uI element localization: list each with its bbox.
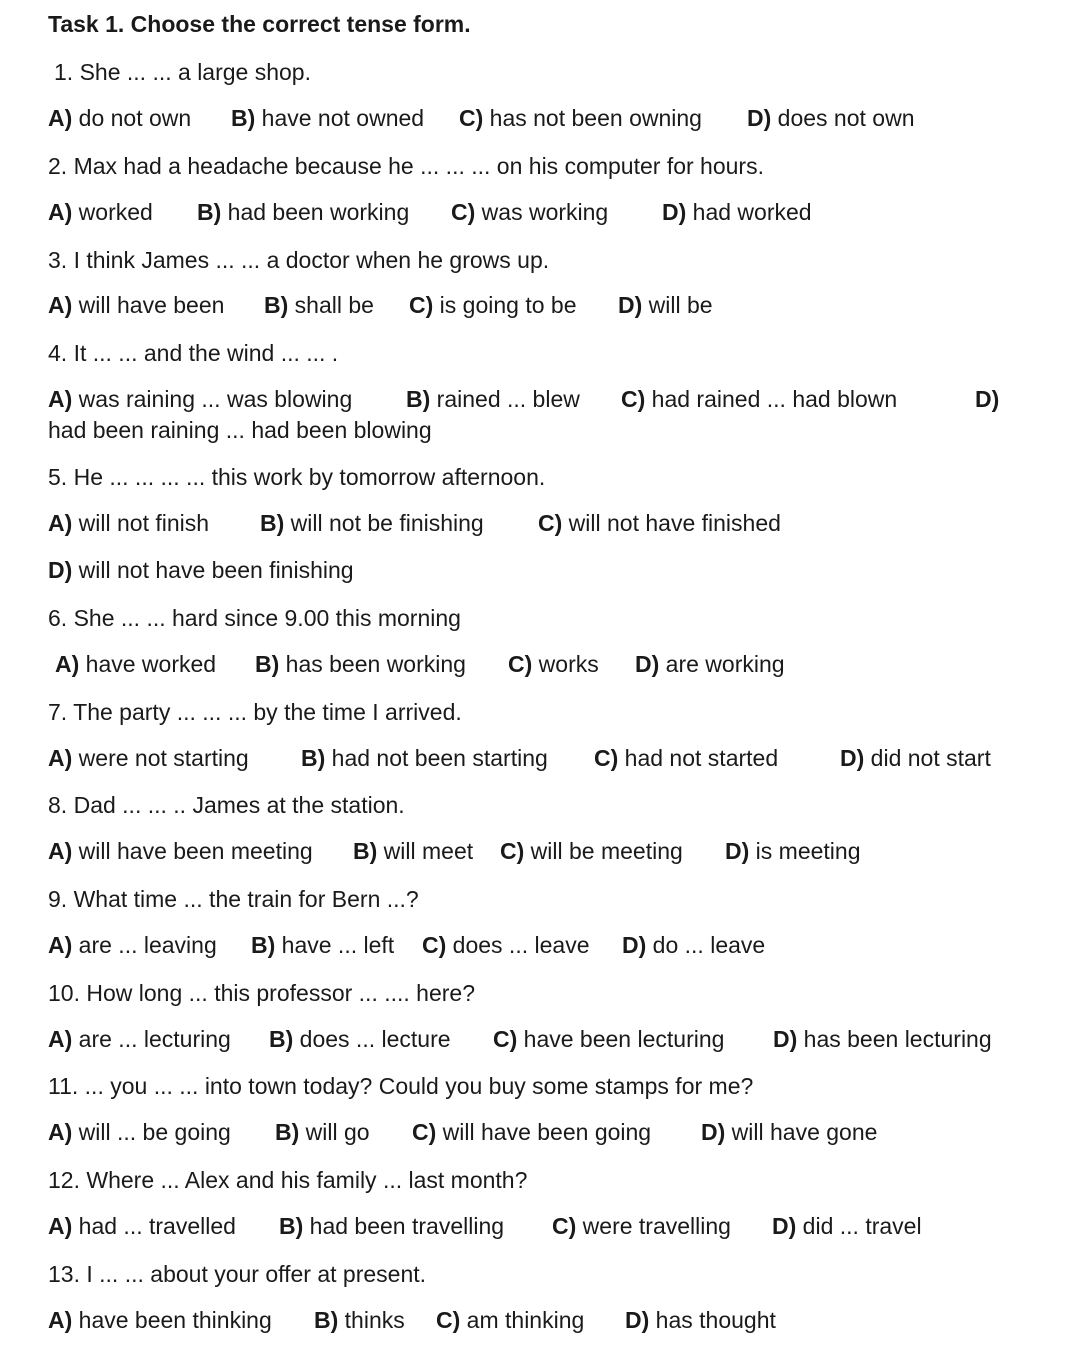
- question-4: [48, 339, 338, 367]
- option-text: will go: [299, 1119, 370, 1145]
- option-letter: B): [251, 932, 276, 958]
- option-letter: C): [538, 510, 563, 536]
- option-text: will have been: [72, 292, 225, 318]
- question-4-option-3[interactable]: [621, 386, 897, 413]
- question-6-option-3[interactable]: [508, 651, 599, 678]
- option-text: will meet: [377, 838, 474, 864]
- question-4-option-4[interactable]: [975, 386, 999, 413]
- question-number: 5.: [48, 464, 68, 490]
- question-8-option-2[interactable]: [353, 838, 473, 865]
- question-7-option-4[interactable]: [840, 745, 991, 772]
- question-8-option-3[interactable]: [500, 838, 683, 865]
- option-text: am thinking: [460, 1307, 585, 1333]
- option-text: will not be finishing: [284, 510, 484, 536]
- option-text: was working: [475, 199, 609, 225]
- question-11-option-3[interactable]: [412, 1119, 651, 1146]
- option-text: have not owned: [255, 105, 425, 131]
- question-1-option-3[interactable]: [459, 105, 702, 132]
- option-letter: C): [594, 745, 619, 771]
- option-text: does ... lecture: [293, 1026, 451, 1052]
- question-11: [48, 1072, 753, 1100]
- option-letter: C): [500, 838, 525, 864]
- question-number: 11.: [48, 1073, 79, 1099]
- question-number: 10.: [48, 980, 80, 1006]
- option-text: have been lecturing: [517, 1026, 725, 1052]
- question-6-option-1[interactable]: [55, 651, 216, 678]
- question-number: 4.: [48, 340, 68, 366]
- question-10-option-3[interactable]: [493, 1026, 724, 1053]
- option-letter: D): [625, 1307, 650, 1333]
- option-text: have been thinking: [72, 1307, 272, 1333]
- option-text: do not own: [72, 105, 192, 131]
- option-letter: A): [48, 510, 73, 536]
- option-letter: D): [662, 199, 687, 225]
- question-12: [48, 1166, 527, 1194]
- question-5-option-4[interactable]: [48, 557, 354, 584]
- question-11-option-2[interactable]: [275, 1119, 370, 1146]
- option-letter: B): [255, 651, 280, 677]
- question-12-option-1[interactable]: [48, 1213, 236, 1240]
- option-letter: A): [48, 932, 73, 958]
- option-text: is going to be: [433, 292, 577, 318]
- option-letter: A): [48, 745, 73, 771]
- question-text: The party ... ... ... by the time I arrived.: [67, 699, 462, 725]
- question-3-option-3[interactable]: [409, 292, 577, 319]
- option-letter: C): [451, 199, 476, 225]
- option-text: has been lecturing: [797, 1026, 992, 1052]
- question-3-option-1[interactable]: [48, 292, 224, 319]
- question-4-option-5[interactable]: had been raining ... had been blowing: [48, 417, 432, 443]
- question-text: ... you ... ... into town today? Could you buy some stamps for me?: [78, 1073, 754, 1099]
- question-1-option-2[interactable]: [231, 105, 424, 132]
- question-12-option-3[interactable]: [552, 1213, 731, 1240]
- question-13-option-4[interactable]: [625, 1307, 776, 1334]
- question-11-option-4[interactable]: [701, 1119, 877, 1146]
- question-text: Where ... Alex and his family ... last month?: [79, 1167, 528, 1193]
- task-title: Task 1. Choose the correct tense form.: [48, 11, 471, 37]
- question-number: 7.: [48, 699, 68, 725]
- option-letter: C): [621, 386, 646, 412]
- option-text: will have gone: [725, 1119, 878, 1145]
- option-letter: B): [279, 1213, 304, 1239]
- question-9-option-3[interactable]: [422, 932, 589, 959]
- option-text: will be: [642, 292, 713, 318]
- option-text: will have been meeting: [72, 838, 313, 864]
- question-text: Dad ... ... .. James at the station.: [67, 792, 405, 818]
- option-letter: B): [264, 292, 289, 318]
- option-text: worked: [72, 199, 153, 225]
- option-letter: D): [48, 557, 73, 583]
- question-number: 12.: [48, 1167, 80, 1193]
- question-number: 9.: [48, 886, 68, 912]
- option-text: had been travelling: [303, 1213, 505, 1239]
- question-7-option-1[interactable]: [48, 745, 249, 772]
- option-letter: C): [409, 292, 434, 318]
- option-letter: B): [260, 510, 285, 536]
- option-text: had not started: [618, 745, 779, 771]
- option-letter: A): [48, 1119, 73, 1145]
- option-text: rained ... blew: [430, 386, 580, 412]
- option-letter: D): [975, 386, 1000, 412]
- option-letter: B): [269, 1026, 294, 1052]
- question-1: [54, 58, 311, 86]
- option-letter: C): [412, 1119, 437, 1145]
- question-6-option-2[interactable]: [255, 651, 466, 678]
- option-text: will not finish: [72, 510, 210, 536]
- option-letter: D): [725, 838, 750, 864]
- question-4-option-2[interactable]: [406, 386, 580, 413]
- question-9-option-2[interactable]: [251, 932, 394, 959]
- question-number: 8.: [48, 792, 68, 818]
- question-5-option-3[interactable]: [538, 510, 781, 537]
- option-letter: A): [48, 838, 73, 864]
- option-letter: C): [493, 1026, 518, 1052]
- question-2-option-4[interactable]: [662, 199, 812, 226]
- option-letter: A): [55, 651, 80, 677]
- question-text: How long ... this professor ... .... here?: [79, 980, 475, 1006]
- option-text: have ... left: [275, 932, 395, 958]
- option-text: will not have been finishing: [72, 557, 354, 583]
- option-text: do ... leave: [646, 932, 766, 958]
- option-letter: B): [197, 199, 222, 225]
- question-2-option-2[interactable]: [197, 199, 409, 226]
- option-letter: C): [436, 1307, 461, 1333]
- option-letter: B): [301, 745, 326, 771]
- option-text: will ... be going: [72, 1119, 231, 1145]
- option-letter: D): [772, 1213, 797, 1239]
- question-7-option-3[interactable]: [594, 745, 778, 772]
- question-number: 13.: [48, 1261, 80, 1287]
- question-10-option-2[interactable]: [269, 1026, 451, 1053]
- question-text: She ... ... hard since 9.00 this morning: [67, 605, 461, 631]
- option-letter: A): [48, 105, 73, 131]
- question-number: 6.: [48, 605, 68, 631]
- option-letter: B): [231, 105, 256, 131]
- option-text: shall be: [288, 292, 374, 318]
- option-letter: A): [48, 1213, 73, 1239]
- option-text: did ... travel: [796, 1213, 922, 1239]
- question-2-option-3[interactable]: [451, 199, 608, 226]
- question-text: I ... ... about your offer at present.: [79, 1261, 427, 1287]
- question-1-option-4[interactable]: [747, 105, 915, 132]
- option-letter: A): [48, 292, 73, 318]
- question-text: She ... ... a large shop.: [73, 59, 311, 85]
- question-13-option-1[interactable]: [48, 1307, 272, 1334]
- option-text: had worked: [686, 199, 812, 225]
- question-3-option-2[interactable]: [264, 292, 374, 319]
- question-1-option-1[interactable]: [48, 105, 191, 132]
- option-letter: D): [701, 1119, 726, 1145]
- question-text: I think James ... ... a doctor when he grows up.: [67, 247, 550, 273]
- option-text: have worked: [79, 651, 217, 677]
- question-6-option-4[interactable]: [635, 651, 785, 678]
- question-9-option-4[interactable]: [622, 932, 765, 959]
- question-13-option-3[interactable]: [436, 1307, 584, 1334]
- question-2-option-1[interactable]: [48, 199, 153, 226]
- question-13: [48, 1260, 426, 1288]
- option-letter: A): [48, 1307, 73, 1333]
- option-text: was raining ... was blowing: [72, 386, 353, 412]
- option-text: were not starting: [72, 745, 249, 771]
- question-10-option-4[interactable]: [773, 1026, 992, 1053]
- question-6: [48, 604, 461, 632]
- option-letter: A): [48, 1026, 73, 1052]
- question-2: [48, 152, 764, 180]
- option-letter: D): [635, 651, 660, 677]
- question-number: 2.: [48, 153, 68, 179]
- option-letter: D): [773, 1026, 798, 1052]
- option-letter: D): [840, 745, 865, 771]
- option-text: does not own: [771, 105, 915, 131]
- option-text: will be meeting: [524, 838, 683, 864]
- question-text: What time ... the train for Bern ...?: [67, 886, 419, 912]
- option-text: thinks: [338, 1307, 405, 1333]
- option-text: is meeting: [749, 838, 861, 864]
- question-3-option-4[interactable]: [618, 292, 713, 319]
- question-12-option-4[interactable]: [772, 1213, 922, 1240]
- question-3: [48, 246, 549, 274]
- option-letter: B): [353, 838, 378, 864]
- question-number: 3.: [48, 247, 68, 273]
- option-text: works: [532, 651, 599, 677]
- option-letter: A): [48, 199, 73, 225]
- option-letter: C): [459, 105, 484, 131]
- question-11-option-1[interactable]: [48, 1119, 231, 1146]
- question-8: [48, 791, 405, 819]
- question-5: [48, 463, 545, 491]
- option-text: had not been starting: [325, 745, 548, 771]
- question-5-option-2[interactable]: [260, 510, 484, 537]
- option-letter: C): [552, 1213, 577, 1239]
- option-letter: B): [275, 1119, 300, 1145]
- option-letter: D): [618, 292, 643, 318]
- question-5-option-1[interactable]: [48, 510, 209, 537]
- option-letter: D): [622, 932, 647, 958]
- question-number: 1.: [54, 59, 74, 85]
- question-7-option-2[interactable]: [301, 745, 548, 772]
- option-letter: C): [508, 651, 533, 677]
- option-text: has not been owning: [483, 105, 702, 131]
- question-9-option-1[interactable]: [48, 932, 217, 959]
- question-9: [48, 885, 419, 913]
- question-text: Max had a headache because he ... ... ... on his computer for hours.: [67, 153, 764, 179]
- option-text: are working: [659, 651, 785, 677]
- option-text: were travelling: [576, 1213, 731, 1239]
- option-letter: B): [406, 386, 431, 412]
- question-8-option-1[interactable]: [48, 838, 313, 865]
- question-10-option-1[interactable]: [48, 1026, 231, 1053]
- question-12-option-2[interactable]: [279, 1213, 504, 1240]
- option-text: will have been going: [436, 1119, 652, 1145]
- question-8-option-4[interactable]: [725, 838, 861, 865]
- option-text: had rained ... had blown: [645, 386, 898, 412]
- option-text: are ... leaving: [72, 932, 217, 958]
- option-letter: A): [48, 386, 73, 412]
- question-13-option-2[interactable]: [314, 1307, 405, 1334]
- option-text: does ... leave: [446, 932, 590, 958]
- question-4-option-1[interactable]: [48, 386, 352, 413]
- question-text: It ... ... and the wind ... ... .: [67, 340, 339, 366]
- option-text: had been working: [221, 199, 410, 225]
- option-text: did not start: [864, 745, 991, 771]
- option-letter: C): [422, 932, 447, 958]
- option-text: are ... lecturing: [72, 1026, 231, 1052]
- question-7: [48, 698, 462, 726]
- option-text: has been working: [279, 651, 466, 677]
- option-text: has thought: [649, 1307, 776, 1333]
- option-text: will not have finished: [562, 510, 781, 536]
- option-letter: B): [314, 1307, 339, 1333]
- question-10: [48, 979, 475, 1007]
- option-letter: D): [747, 105, 772, 131]
- option-text: had ... travelled: [72, 1213, 236, 1239]
- question-text: He ... ... ... ... this work by tomorrow afternoon.: [67, 464, 546, 490]
